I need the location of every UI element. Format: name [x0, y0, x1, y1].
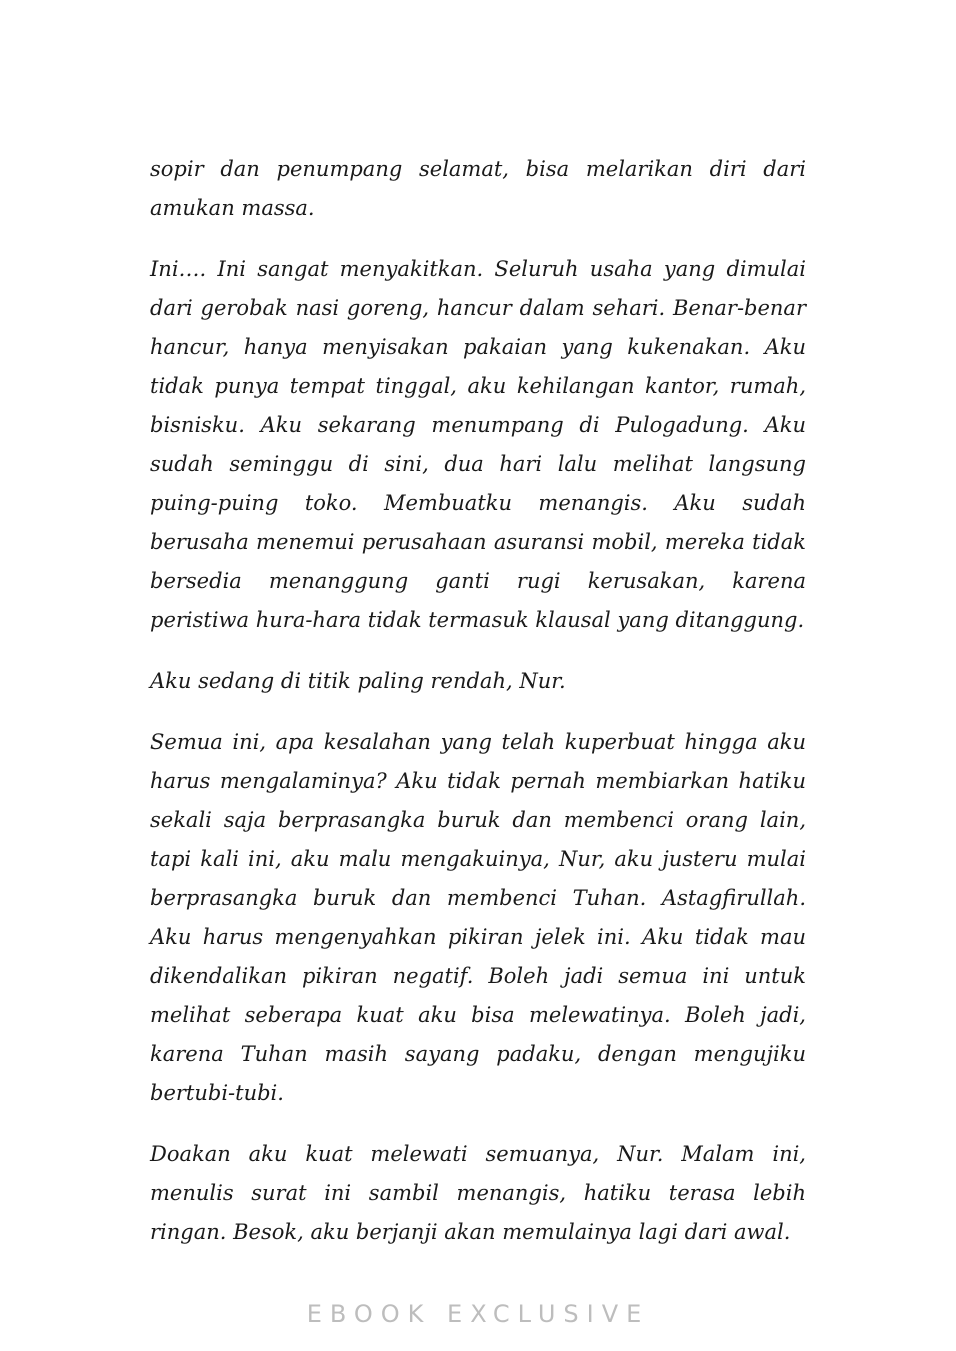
paragraph-1: sopir dan penumpang selamat, bisa melarikan diri dari amukan massa. — [150, 157, 806, 220]
paragraph-3: Aku sedang di titik paling rendah, Nur. — [150, 669, 566, 693]
paragraph-4: Semua ini, apa kesalahan yang telah kuperbuat hingga aku harus mengalaminya? Aku tidak pernah membiarkan hatiku sekali saja berprasangka buruk dan membenci orang lain, tapi kali ini, aku malu mengakuinya, Nur, aku justeru mulai berprasangka buruk dan membenci Tuhan. Astagfirullah. Aku harus mengenyahkan pikiran jelek ini. Aku tidak mau dikendalikan pikiran negatif. Boleh jadi semua ini untuk melihat seberapa kuat aku bisa melewatinya. Boleh jadi, karena Tuhan masih sayang padaku, dengan mengujiku bertubi-tubi. — [150, 730, 806, 1105]
footer-watermark: EBOOK EXCLUSIVE — [306, 1300, 650, 1328]
paragraph-5: Doakan aku kuat melewati semuanya, Nur. Malam ini, menulis surat ini sambil menangis, hatiku terasa lebih ringan. Besok, aku berjanji akan memulainya lagi dari awal. — [150, 1142, 806, 1244]
body-text — [150, 150, 806, 1274]
paragraph-2: Ini…. Ini sangat menyakitkan. Seluruh usaha yang dimulai dari gerobak nasi goreng, hancur dalam sehari. Benar-benar hancur, hanya menyisakan pakaian yang kukenakan. Aku tidak punya tempat tinggal, aku kehilangan kantor, rumah, bisnisku. Aku sekarang menumpang di Pulogadung. Aku sudah seminggu di sini, dua hari lalu melihat langsung puing-puing toko. Membuatku menangis. Aku sudah berusaha menemui perusahaan asuransi mobil, mereka tidak bersedia menanggung ganti rugi kerusakan, karena peristiwa hura-hara tidak termasuk klausal yang ditanggung. — [150, 257, 806, 632]
